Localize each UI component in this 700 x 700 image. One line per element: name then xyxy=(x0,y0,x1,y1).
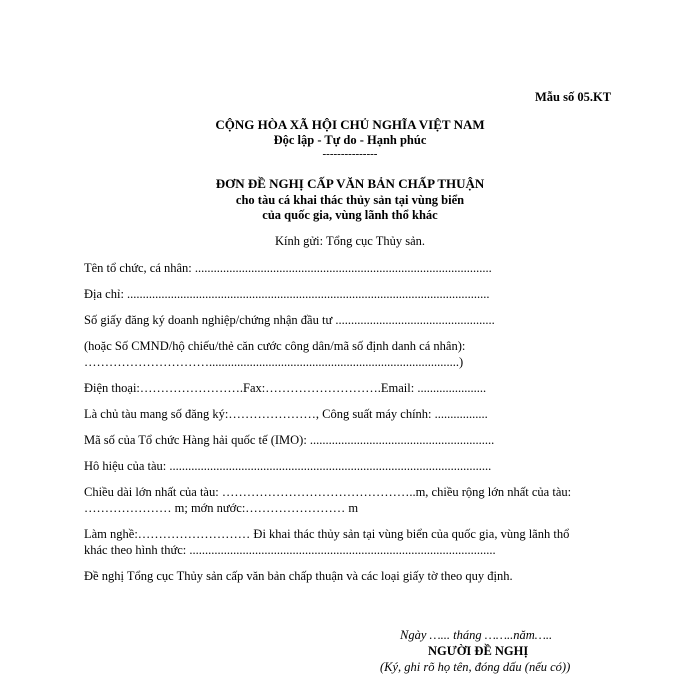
form-code: Mẫu số 05.KT xyxy=(535,90,612,104)
header-separator: --------------- xyxy=(322,148,378,160)
field-id-note-line1: (hoặc Số CMND/hộ chiếu/thẻ căn cước công dân/mã số định danh cá nhân): xyxy=(84,339,466,353)
request-statement: Đề nghị Tổng cục Thủy sản cấp văn bản chấp thuận và các loại giấy tờ theo quy định. xyxy=(84,569,513,583)
form-title: ĐƠN ĐỀ NGHỊ CẤP VĂN BẢN CHẤP THUẬN xyxy=(215,176,485,191)
motto: Độc lập - Tự do - Hạnh phúc xyxy=(273,133,427,147)
country-header: CỘNG HÒA XÃ HỘI CHỦ NGHĨA VIỆT NAM xyxy=(215,117,485,132)
field-call-sign: Hô hiệu của tàu: ....................................................................................................... xyxy=(84,459,492,473)
signature-role: NGƯỜI ĐỀ NGHỊ xyxy=(428,644,529,658)
field-contact: Điện thoại:…………………….Fax:……………………….Email: ...................... xyxy=(84,381,487,395)
field-vessel-owner: Là chủ tàu mang số đăng ký:…………………, Công suất máy chính: ................. xyxy=(84,407,488,421)
field-length-line2: ………………… m; mớn nước:…………………… m xyxy=(84,501,359,515)
field-imo: Mã số của Tổ chức Hàng hải quốc tế (IMO): ........................................................... xyxy=(84,433,495,447)
form-subtitle-line2: cho tàu cá khai thác thủy sản tại vùng biển xyxy=(235,193,465,207)
field-length-line1: Chiều dài lớn nhất của tàu: ………………………………………..m, chiều rộng lớn nhất của tàu: xyxy=(84,485,572,499)
signature-instruction: (Ký, ghi rõ họ tên, đóng dấu (nếu có)) xyxy=(380,660,571,674)
field-address: Địa chỉ: .................................................................................................................... xyxy=(84,287,490,301)
signature-date: Ngày …... tháng ……..năm….. xyxy=(400,628,553,642)
recipient: Kính gửi: Tổng cục Thủy sản. xyxy=(274,234,426,248)
field-id-note-line2: …………………………................................................................................) xyxy=(84,355,464,369)
field-occupation-line2: khác theo hình thức: .................................................................................................. xyxy=(84,543,496,557)
field-occupation-line1: Làm nghề:……………………… Đi khai thác thủy sản tại vùng biển của quốc gia, vùng lãnh thổ xyxy=(84,527,570,541)
form-subtitle-line3: của quốc gia, vùng lãnh thổ khác xyxy=(262,208,438,222)
field-org-name: Tên tổ chức, cá nhân: ............................................................................................... xyxy=(84,261,492,275)
field-business-registration: Số giấy đăng ký doanh nghiệp/chứng nhận đầu tư ................................................... xyxy=(84,313,495,327)
